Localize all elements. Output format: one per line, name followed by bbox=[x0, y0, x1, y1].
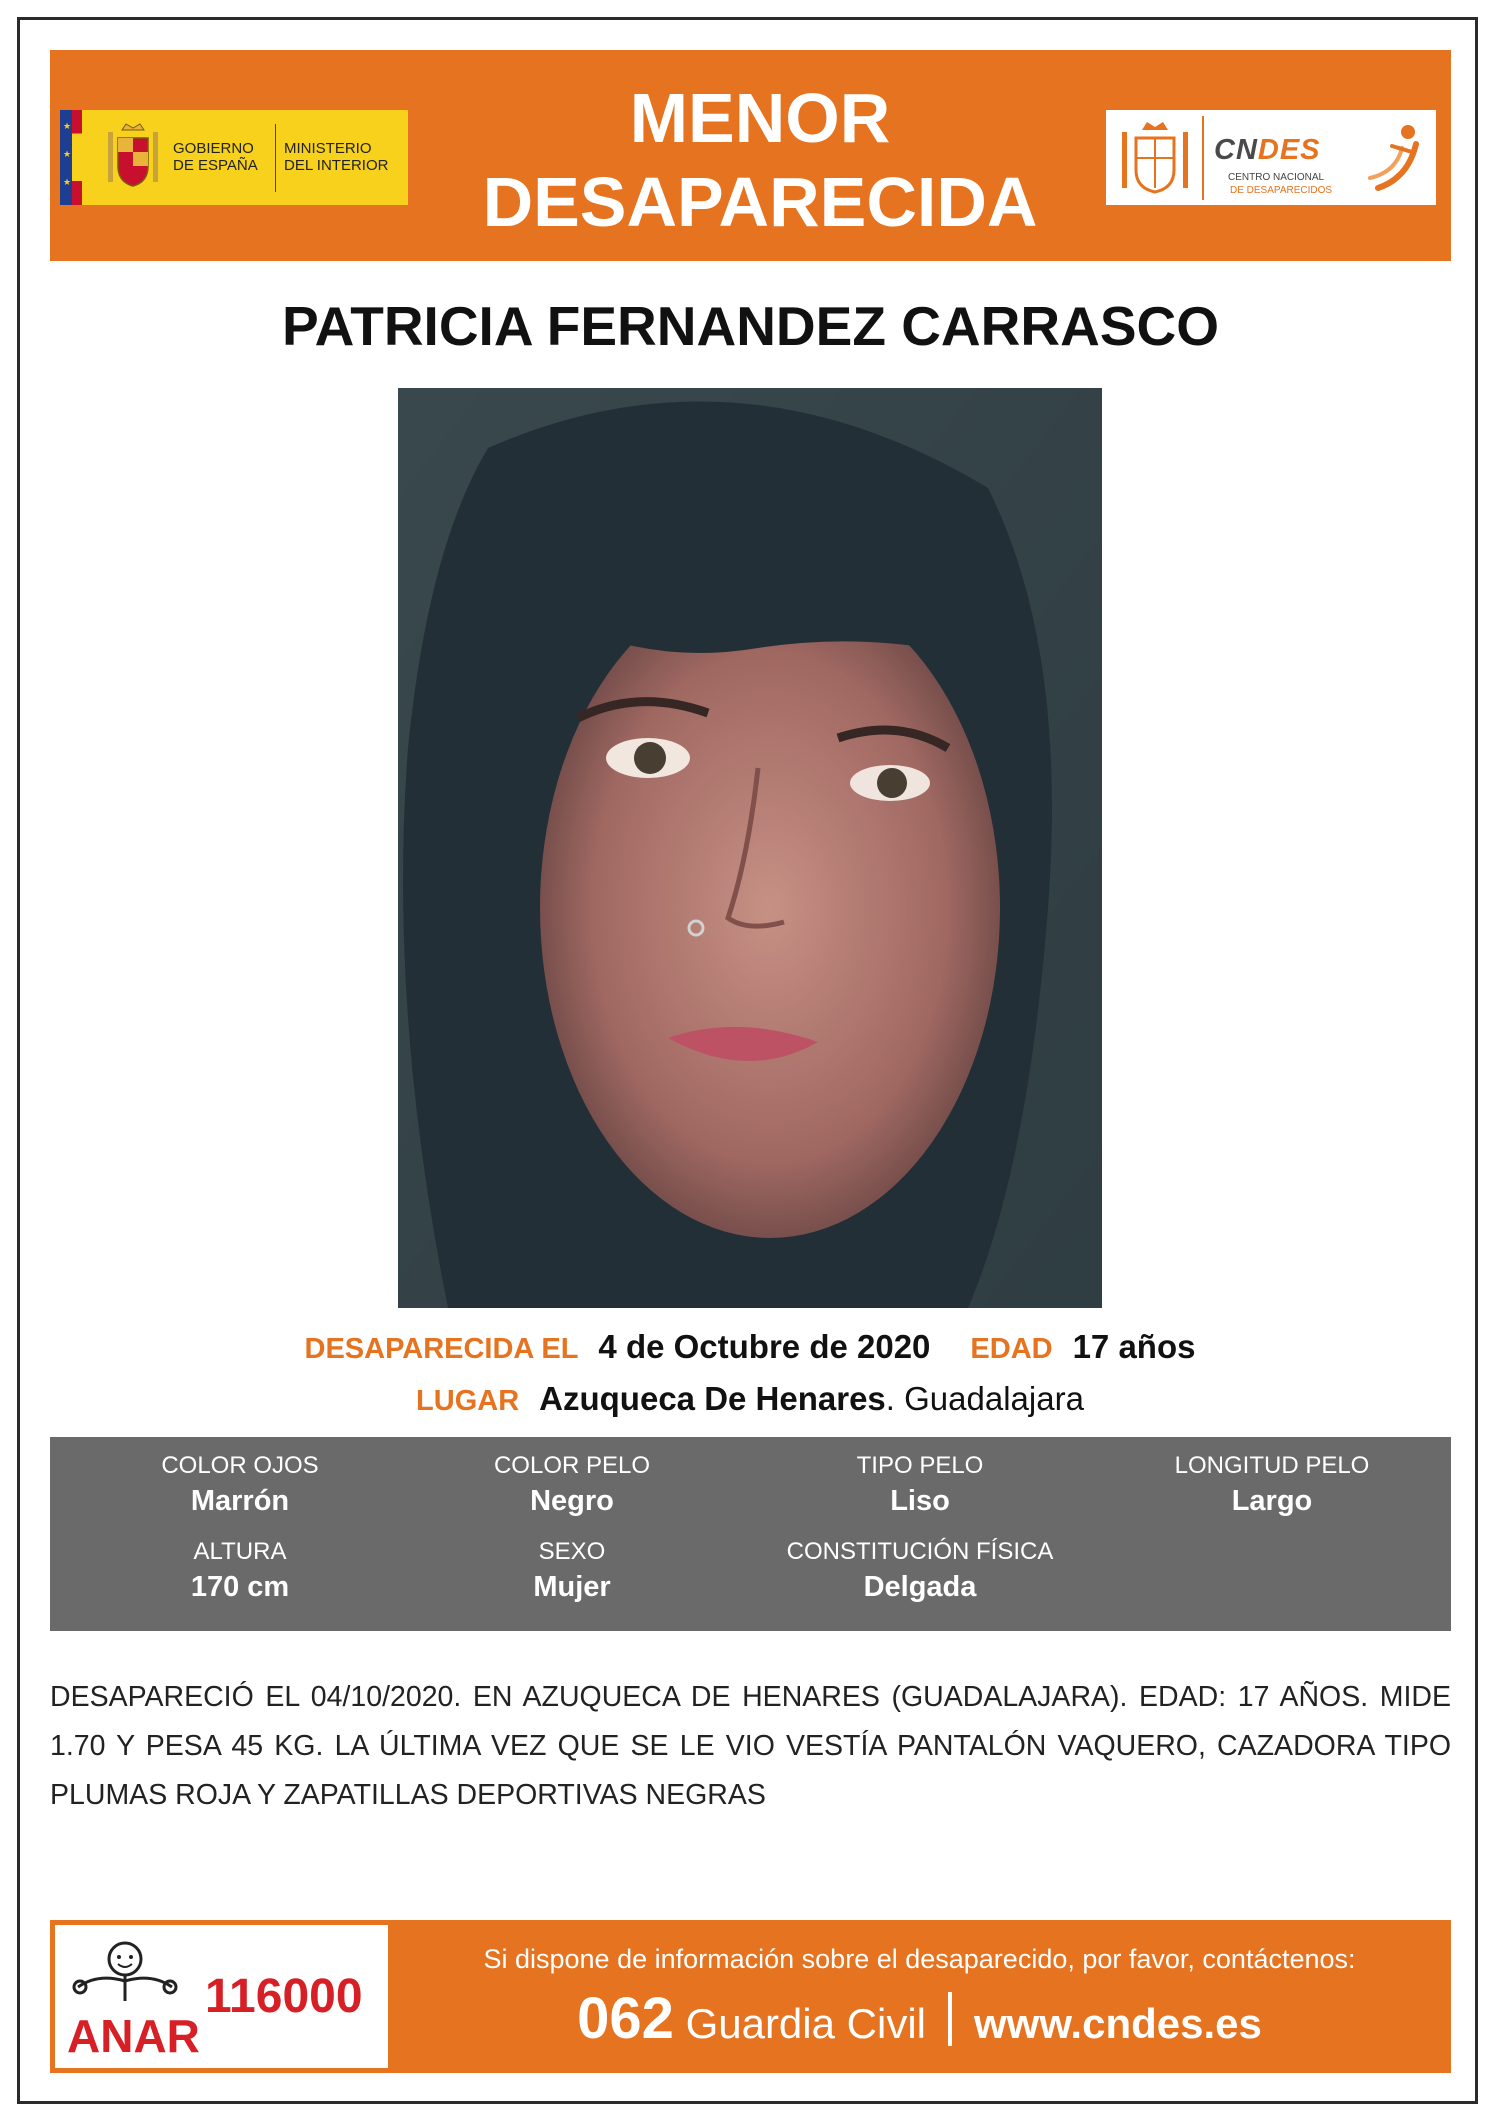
place-province: . Guadalajara bbox=[885, 1380, 1084, 1417]
feature-sex: SEXO Mujer bbox=[533, 1538, 611, 1603]
gobierno-text: GOBIERNO DE ESPAÑA bbox=[173, 140, 258, 174]
age-label: EDAD bbox=[970, 1333, 1053, 1365]
anar-logo bbox=[55, 1925, 388, 2068]
cndes-figure-icon bbox=[1364, 118, 1430, 198]
poster-title: MENOR DESAPARECIDA bbox=[482, 79, 1038, 241]
feature-hair-type: TIPO PELO Liso bbox=[856, 1452, 984, 1517]
cndes-website: www.cndes.es bbox=[973, 2000, 1262, 2047]
feature-hair-length: LONGITUD PELO Largo bbox=[1174, 1452, 1370, 1517]
missing-person-photo bbox=[398, 388, 1102, 1308]
cndes-wordmark: CNDES bbox=[1214, 134, 1321, 166]
gobierno-logo bbox=[60, 110, 408, 205]
guardia-civil-label: Guardia Civil bbox=[685, 2000, 926, 2047]
guardia-civil-phone: 062 bbox=[577, 1986, 674, 2051]
contact-footer bbox=[50, 1920, 1451, 2073]
age-value: 17 años bbox=[1072, 1328, 1196, 1365]
physical-features-panel bbox=[50, 1437, 1451, 1631]
place-town: Azuqueca De Henares bbox=[539, 1380, 886, 1417]
cndes-subtitle-2: DE DESAPARECIDOS bbox=[1230, 185, 1333, 196]
cndes-logo bbox=[1106, 110, 1436, 205]
place-label: LUGAR bbox=[416, 1385, 520, 1417]
feature-build: CONSTITUCIÓN FÍSICA Delgada bbox=[786, 1538, 1054, 1603]
feature-height: ALTURA 170 cm bbox=[190, 1538, 290, 1603]
contact-separator bbox=[948, 1992, 952, 2046]
case-description: DESAPARECIÓ EL 04/10/2020. EN AZUQUECA DE HENARES (GUADALAJARA). EDAD: 17 AÑOS. MIDE 1.70 Y PESA 45 KG. LA ÚLTIMA VEZ QUE SE LE VIO VESTÍA PANTALÓN VAQUERO, CAZADORA TIPO PLUMAS ROJA Y ZAPATILLAS DEPORTIVAS NEGRAS bbox=[50, 1681, 1451, 1811]
spanish-coat-of-arms-icon bbox=[100, 122, 166, 194]
missing-person-name: PATRICIA FERNANDEZ CARRASCO bbox=[281, 295, 1219, 357]
place-line bbox=[0, 1380, 1500, 1418]
missing-date-label: DESAPARECIDA EL bbox=[304, 1333, 579, 1365]
ministerio-text: MINISTERIO DEL INTERIOR bbox=[284, 140, 389, 174]
feature-hair-color: COLOR PELO Negro bbox=[493, 1452, 651, 1517]
cndes-subtitle-1: CENTRO NACIONAL bbox=[1228, 172, 1325, 183]
feature-eye-color: COLOR OJOS Marrón bbox=[161, 1452, 319, 1517]
contact-instruction: Si dispone de información sobre el desaparecido, por favor, contáctenos: bbox=[483, 1944, 1356, 1974]
cndes-coat-of-arms-icon bbox=[1114, 118, 1196, 198]
gov-logo-divider bbox=[275, 124, 276, 192]
anar-hotline-number: 116000 bbox=[205, 1970, 363, 2023]
missing-date-value: 4 de Octubre de 2020 bbox=[598, 1328, 931, 1365]
contact-line bbox=[388, 1984, 1451, 2059]
cndes-divider bbox=[1202, 116, 1204, 200]
eu-flag-strip: ★ ★ ★ bbox=[60, 110, 72, 205]
anar-wordmark: ANAR bbox=[67, 2010, 200, 2062]
missing-date-line bbox=[0, 1328, 1500, 1366]
anar-child-icon bbox=[70, 1939, 180, 2007]
